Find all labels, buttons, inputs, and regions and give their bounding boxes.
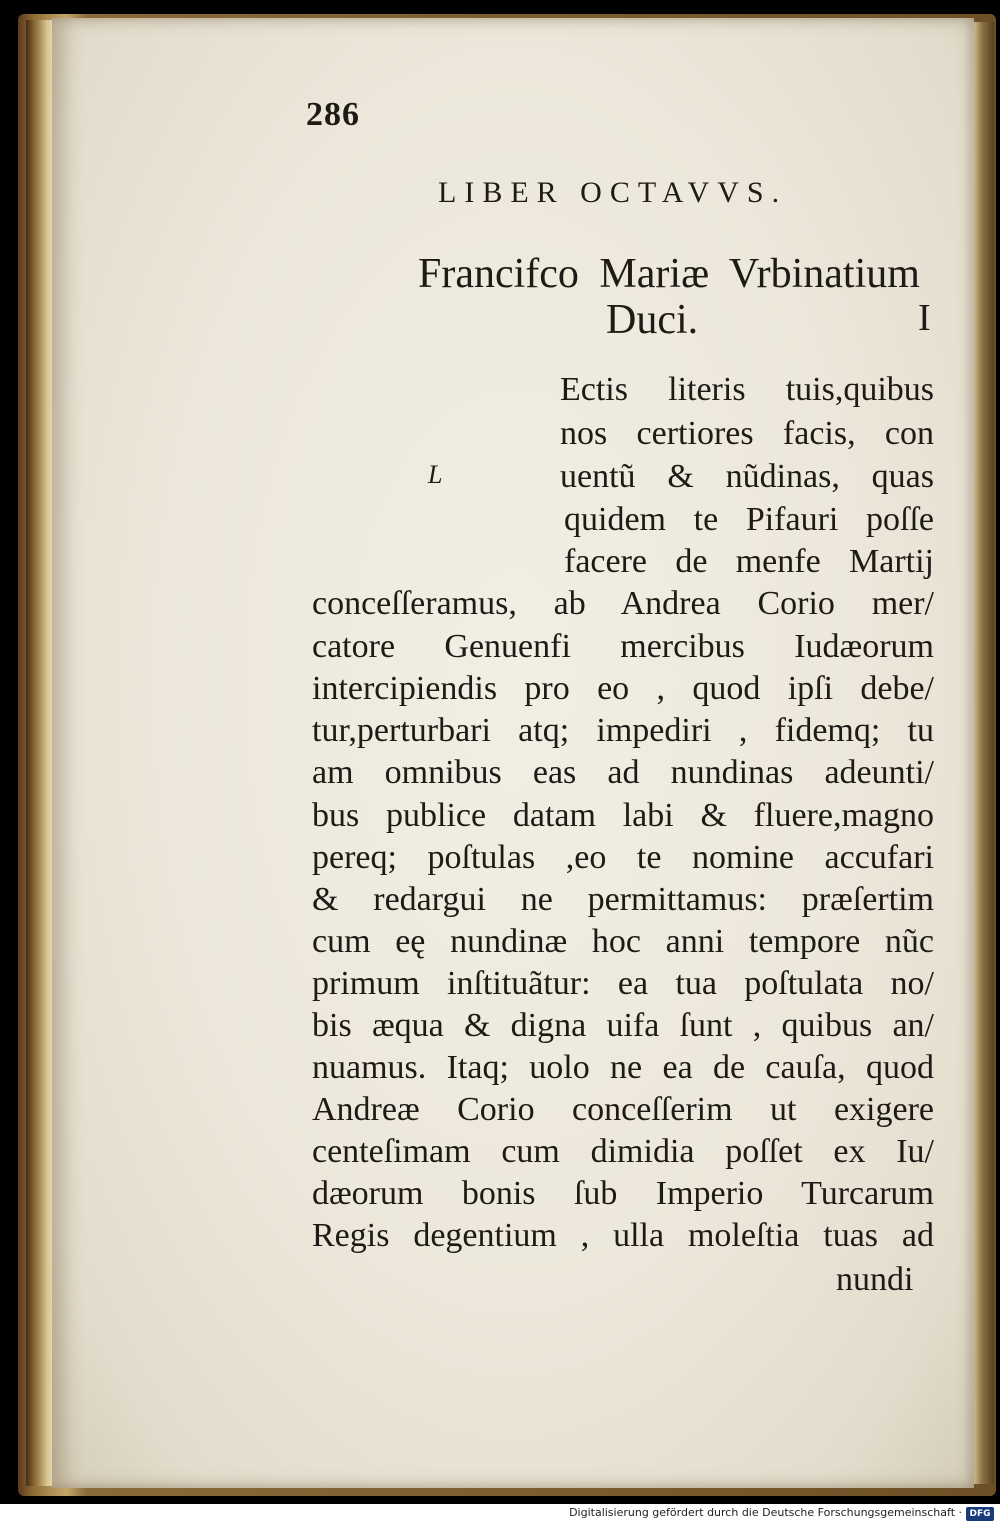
body-line: tur,perturbari atq; impediri , fidemq; tu xyxy=(312,712,934,749)
body-line: nos certiores facis, con xyxy=(560,415,934,452)
letter-address-line-1: Francifco Mariæ Vrbinatium xyxy=(418,251,920,297)
digitization-credit: Digitalisierung gefördert durch die Deutsche Forschungsgemeinschaft · xyxy=(569,1506,962,1519)
body-line: facere de menfe Martij xyxy=(564,543,934,580)
body-line: & redargui ne permittamus: præſertim xyxy=(312,881,934,918)
body-line: Regis degentium , ulla moleſtia tuas ad xyxy=(312,1217,934,1254)
body-line: intercipiendis pro eo , quod ipſi debe/ xyxy=(312,670,934,707)
body-line: primum inſtituãtur: ea tua poſtulata no/ xyxy=(312,965,934,1002)
page-gutter xyxy=(26,20,54,1486)
dfg-logo: DFG xyxy=(966,1507,994,1521)
body-line: uentũ & nũdinas, quas xyxy=(560,458,934,495)
letter-number: I xyxy=(918,297,931,339)
body-line: cum eę nundinæ hoc anni tempore nũc xyxy=(312,923,934,960)
body-line: conceſſeramus, ab Andrea Corio mer/ xyxy=(312,585,934,622)
body-line: pereq; poſtulas ,eo te nomine accufari xyxy=(312,839,934,876)
letter-address-line-2: Duci. xyxy=(606,297,699,343)
body-line: quidem te Pifauri poſſe xyxy=(564,501,934,538)
page-fore-edge xyxy=(974,22,994,1484)
body-line: centeſimam cum dimidia poſſet ex Iu/ xyxy=(312,1133,934,1170)
margin-note: L xyxy=(428,460,443,489)
catchword: nundi xyxy=(836,1261,914,1298)
body-line: bis æqua & digna uifa ſunt , quibus an/ xyxy=(312,1007,934,1044)
body-line: Andreæ Corio conceſſerim ut exigere xyxy=(312,1091,934,1128)
running-head: LIBER OCTAVVS. xyxy=(438,176,788,209)
page-number: 286 xyxy=(306,96,360,133)
body-line: catore Genuenfi mercibus Iudæorum xyxy=(312,628,934,665)
body-line: Ectis literis tuis,quibus xyxy=(560,371,934,408)
body-line: nuamus. Itaq; uolo ne ea de cauſa, quod xyxy=(312,1049,934,1086)
body-line: dæorum bonis ſub Imperio Turcarum xyxy=(312,1175,934,1212)
digitization-credit-bar xyxy=(0,1504,1000,1524)
body-line: am omnibus eas ad nundinas adeunti/ xyxy=(312,754,934,791)
body-line: bus publice datam labi & fluere,magno xyxy=(312,797,934,834)
